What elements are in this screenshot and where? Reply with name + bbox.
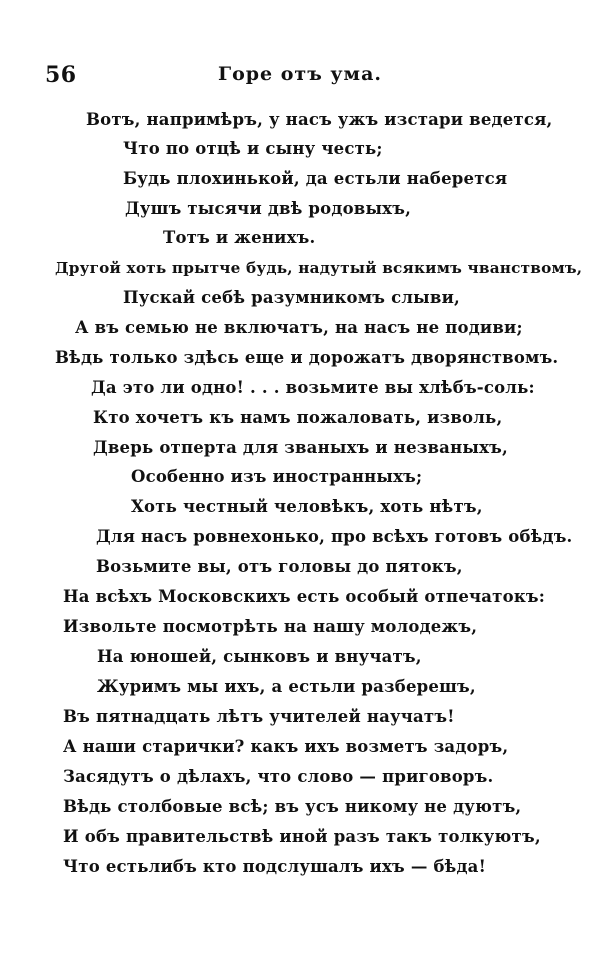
verse-line: На юношей, сынковъ и внучатъ, (97, 647, 422, 666)
verse-line: Извольте посмотрѣть на нашу молодежъ, (63, 617, 478, 636)
verse-line: И объ правительствѣ иной разъ такъ толкуютъ, (63, 827, 541, 846)
verse-line: Засядутъ о дѣлахъ, что слово — приговоръ. (63, 767, 494, 786)
verse-line: На всѣхъ Московскихъ есть особый отпечатокъ: (63, 587, 546, 606)
verse-line: Для насъ ровнехонько, про всѣхъ готовъ обѣдъ. (96, 527, 573, 546)
verse-line: Вѣдь только здѣсь еще и дорожатъ дворянствомъ. (55, 348, 559, 367)
verse-line: Вѣдь столбовые всѣ; въ усъ никому не дуютъ, (63, 797, 522, 816)
verse-line: Что по отцѣ и сыну честь; (123, 139, 383, 158)
running-title: Горе отъ ума. (217, 63, 382, 85)
verse-line: А въ семью не включатъ, на насъ не подиви; (75, 318, 523, 337)
verse-line: Журимъ мы ихъ, а естьли разберешъ, (97, 677, 476, 696)
verse-line: Другой хоть прытче будь, надутый всякимъ чванствомъ, (55, 259, 583, 277)
verse-line: Что естьлибъ кто подслушалъ ихъ — бѣда! (63, 857, 487, 876)
verse-line: Въ пятнадцать лѣтъ учителей научатъ! (63, 707, 455, 726)
verse-line: Дверь отперта для званыхъ и незваныхъ, (93, 438, 508, 457)
verse-line: Да это ли одно! . . . возьмите вы хлѣбъ-соль: (91, 378, 535, 397)
verse-line: Особенно изъ иностранныхъ; (131, 467, 423, 486)
page-number: 56 (45, 62, 77, 88)
verse-line: Хоть честный человѣкъ, хоть нѣтъ, (131, 497, 483, 516)
verse-line: А наши старички? какъ ихъ возметъ задоръ, (63, 737, 509, 756)
verse-line: Вотъ, напримѣръ, у насъ ужъ изстари ведется, (86, 110, 553, 129)
verse-line: Возьмите вы, отъ головы до пятокъ, (96, 557, 463, 576)
verse-line: Пускай себѣ разумникомъ слыви, (123, 288, 460, 307)
verse-line: Душъ тысячи двѣ родовыхъ, (125, 199, 412, 218)
verse-line: Будь плохинькой, да естьли наберется (123, 169, 508, 188)
verse-line: Кто хочетъ къ намъ пожаловать, изволь, (93, 408, 503, 427)
verse-line: Тотъ и женихъ. (163, 228, 316, 247)
